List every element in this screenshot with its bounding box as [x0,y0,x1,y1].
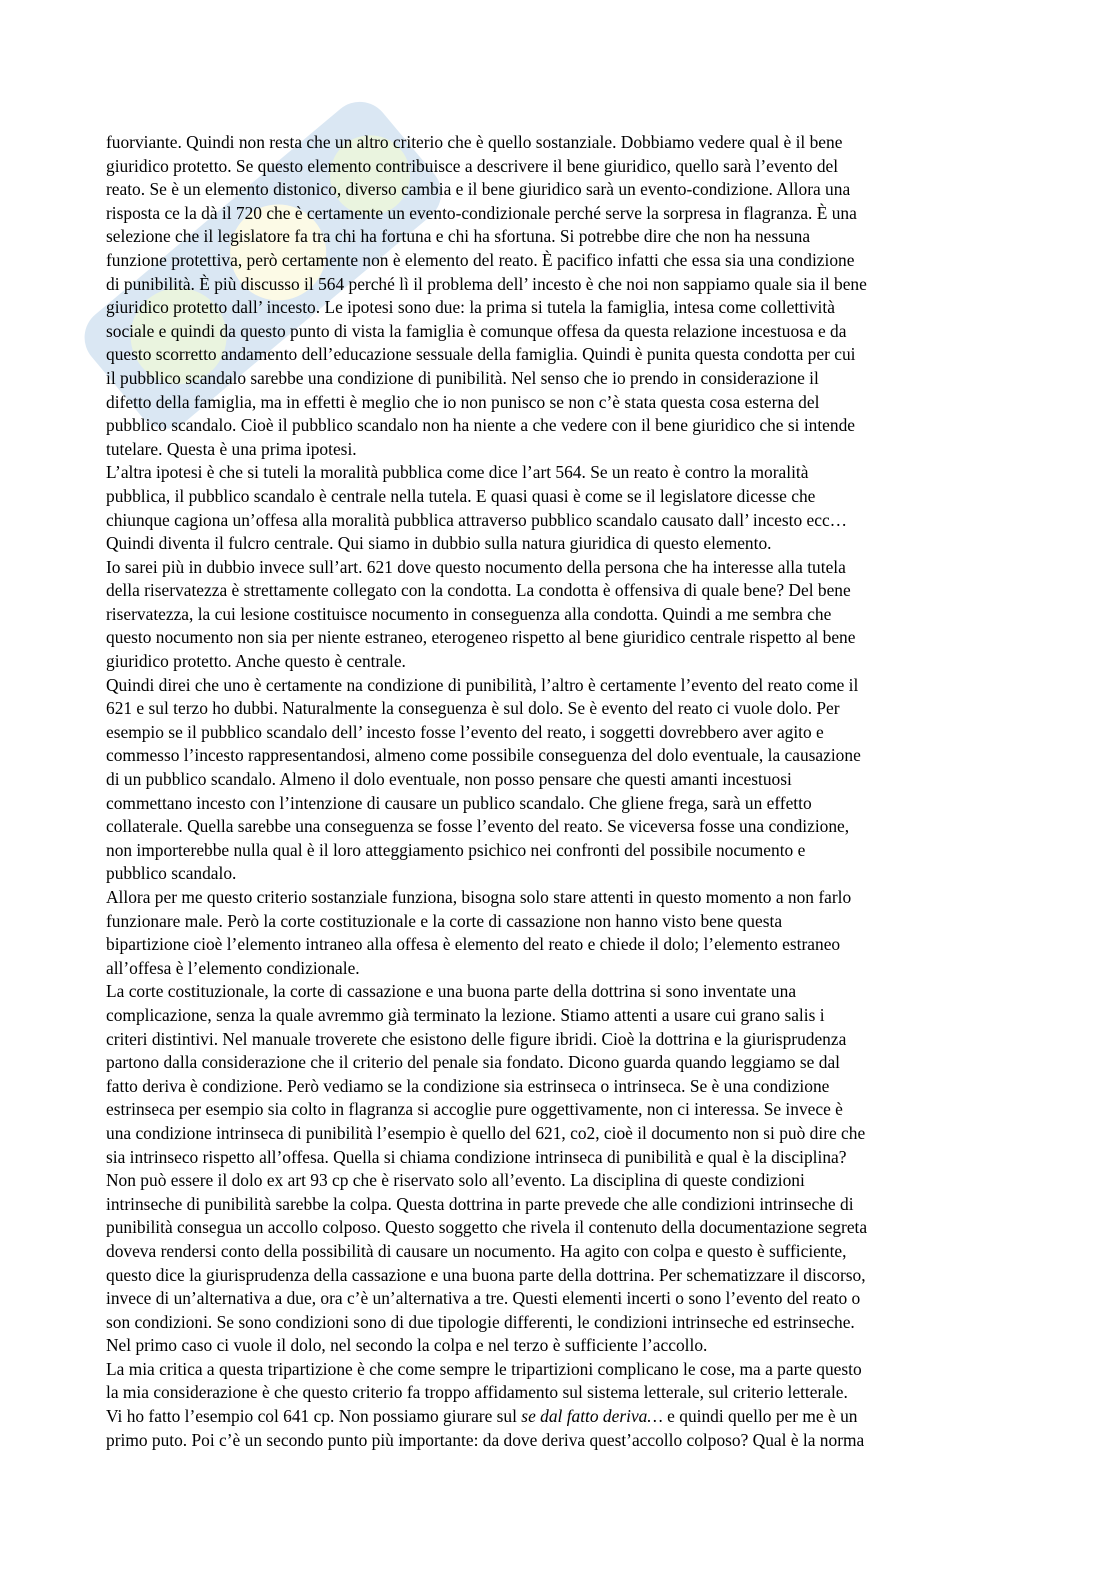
paragraph-6: La corte costituzionale, la corte di cassazione e una buona parte della dottrina si sono inventate una complicazione, senza la quale avremmo già terminato la lezione. Stiamo attenti a usare cui grano salis i criteri distintivi. Nel manuale troverete che esistono delle figure ibridi. Cioè la dottrina e la giurisprudenza partono dalla considerazione che il criterio del penale sia fondato. Dicono guarda quando leggiamo se dal fatto deriva è condizione. Però vediamo se la condizione sia estrinseca o intrinseca. Se è una condizione estrinseca per esempio sia colto in flagranza si accoglie pure oggettivamente, non ci interessa. Se invece è una condizione intrinseca di punibilità l’esempio è quello del 621, co2, cioè il documento non si può dire che sia intrinseco rispetto all’offesa. Quella si chiama condizione intrinseca di punibilità e qual è la disciplina? Non può essere il dolo ex art 93 cp che è riservato solo all’evento. La disciplina di queste condizioni intrinseche di punibilità sarebbe la colpa. Questa dottrina in parte prevede che alle condizioni intrinseche di punibilità consegua un accollo colposo. Questo soggetto che rivela il contenuto della documentazione segreta doveva rendersi conto della possibilità di causare un nocumento. Ha agito con colpa e questo è sufficiente, questo dice la giurisprudenza della cassazione e una buona parte della dottrina. Per schematizzare il discorso, invece di un’alternativa a due, ora c’è un’alternativa a tre. Questi elementi incerti o sono l’evento del reato o son condizioni. Se sono condizioni sono di due tipologie differenti, le condizioni intrinseche ed estrinseche. Nel primo caso ci vuole il dolo, nel secondo la colpa e nel terzo è sufficiente l’accollo. [106,981,868,1356]
paragraph-4: Quindi direi che uno è certamente na condizione di punibilità, l’altro è certamente l’evento del reato come il 621 e sul terzo ho dubbi. Naturalmente la conseguenza è sul dolo. Se è evento del reato ci vuole dolo. Per esempio se il pubblico scandalo dell’ incesto fosse l’evento del reato, i soggetti dovrebbero aver agito e commesso l’incesto rappresentandosi, almeno come possibile conseguenza del dolo eventuale, la causazione di un pubblico scandalo. Almeno il dolo eventuale, non posso pensare che questi amanti incestuosi commettano incesto con l’intenzione di causare un publico scandalo. Che gliene frega, sarà un effetto collaterale. Quella sarebbe una conseguenza se fosse l’evento del reato. Se viceversa fosse una condizione, non importerebbe nulla qual è il loro atteggiamento psichico nei confronti del possibile nocumento e pubblico scandalo. [106,674,861,884]
paragraph-1: fuorviante. Quindi non resta che un altro criterio che è quello sostanziale. Dobbiamo vedere qual è il bene giuridico protetto. Se questo elemento contribuisce a descrivere il bene giuridico, quello sarà l’evento del reato. Se è un elemento distonico, diverso cambia e il bene giuridico sarà un evento-condizione. Allora una risposta ce la dà il 720 che è certamente un evento-condizionale perché serve la sorpresa in flagranza. È una selezione che il legislatore fa tra chi ha fortuna e chi ha sfortuna. Si potrebbe dire che non ha nessuna funzione protettiva, però certamente non è elemento del reato. È pacifico infatti che essa sia una condizione di punibilità. È più discusso il 564 perché lì il problema dell’ incesto è che noi non sappiamo quale sia il bene giuridico protetto dall’ incesto. Le ipotesi sono due: la prima si tutela la famiglia, intesa come collettività sociale e quindi da questo punto di vista la famiglia è comunque offesa da questa relazione incestuosa e da questo scorretto andamento dell’educazione sessuale della famiglia. Quindi è punita questa condotta per cui il pubblico scandalo sarebbe una condizione di punibilità. Nel senso che io prendo in considerazione il difetto della famiglia, ma in effetti è meglio che io non punisco se non c’è stata questa cosa esterna del pubblico scandalo. Cioè il pubblico scandalo non ha niente a che vedere con il bene giuridico che si intende tutelare. Questa è una prima ipotesi. [106,132,867,459]
paragraph-3: Io sarei più in dubbio invece sull’art. 621 dove questo nocumento della persona che ha interesse alla tutela della riservatezza è strettamente collegato con la condotta. La condotta è offensiva di quale bene? Del bene riservatezza, la cui lesione costituisce nocumento in conseguenza alla condotta. Quindi a me sembra che questo nocumento non sia per niente estraneo, eterogeneo rispetto al bene giuridico centrale rispetto al bene giuridico protetto. Anche questo è centrale. [106,556,856,672]
paragraph-7 [106,1358,996,1452]
paragraph-7-text-2: e quindi quello per me è un primo puto. Poi c’è un secondo punto più importante: da dove deriva quest’accollo colposo? Qual è la norma [106,1406,865,1450]
paragraph-7-text-1: La mia critica a questa tripartizione è che come sempre le tripartizioni complicano le cose, ma a parte questo la mia considerazione è che questo criterio fa troppo affidamento sul sistema letterale, sul criterio letterale. Vi ho fatto l’esempio col 641 cp. Non possiamo giurare sul [106,1358,862,1427]
paragraph-2: L’altra ipotesi è che si tuteli la moralità pubblica come dice l’art 564. Se un reato è contro la moralità pubblica, il pubblico scandalo è centrale nella tutela. E quasi quasi è come se il legislatore dicesse che chiunque cagiona un’offesa alla moralità pubblica attraverso pubblico scandalo causato dall’ incesto ecc… Quindi diventa il fulcro centrale. Qui siamo in dubbio sulla natura giuridica di questo elemento. [106,462,848,554]
paragraph-7-italic-quote: se dal fatto deriva… [521,1406,663,1427]
paragraph-5: Allora per me questo criterio sostanziale funziona, bisogna solo stare attenti in questo momento a non farlo funzionare male. Però la corte costituzionale e la corte di cassazione non hanno visto bene questa bipartizione cioè l’elemento intraneo alla offesa è elemento del reato e chiede il dolo; l’elemento estraneo all’offesa è l’elemento condizionale. [106,887,852,978]
document-page [106,131,996,1452]
